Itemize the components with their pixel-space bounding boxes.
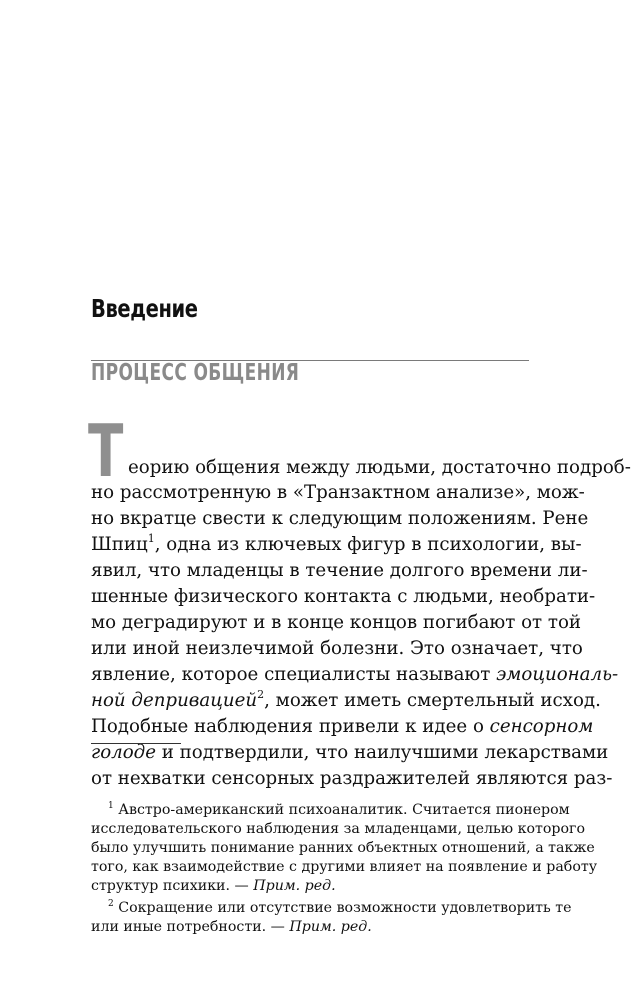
emphasis-text: голоде [91,742,156,763]
text-run: Сокращение или отсутствие возможности удовлетворить те [113,900,572,916]
footnote-line [91,840,595,859]
editor-note: Прим. ред. [289,919,372,935]
text-run: и подтвердили, что наилучшими лекарствами [155,742,609,763]
footnote-line [108,801,570,821]
text-run: структур психики. — [91,878,254,894]
footnote-divider [91,743,181,744]
text-run: но рассмотренную в «Транзактном анализе», мож- [91,482,585,503]
body-line [128,457,631,483]
footnote-ref[interactable]: 2 [257,688,265,701]
drop-cap: Т [88,409,124,493]
body-line [91,612,582,638]
body-line [91,716,594,742]
text-run: шенные физического контакта с людьми, необрати- [91,586,596,607]
text-run: , одна из ключевых фигур в психологии, вы- [154,534,582,555]
body-line [91,586,596,612]
footnote-line [91,920,372,938]
footnote-number: 2 [108,899,114,909]
text-run: Шпиц [91,534,148,555]
text-run: было улучшить понимание ранних объектных отношений, а также [91,840,595,856]
footnote-ref[interactable]: 1 [147,532,155,545]
body-line [91,482,585,508]
text-run: мо деградируют и в конце концов погибают от той [91,612,582,633]
text-run: того, как взаимодействие с другими влияет на появление и работу [91,859,598,875]
emphasis-text: ной депривацией [91,690,258,711]
body-line [91,688,601,716]
editor-note: Прим. ред. [253,878,336,894]
text-run: или иные потребности. — [91,919,290,935]
body-line [91,742,609,768]
text-run: но вкратце свести к следующим положениям. Рене [91,508,589,529]
body-line [91,768,613,794]
text-run: Австро-американский психоаналитик. Считается пионером [113,802,570,818]
footnote-line [91,859,598,878]
text-run: явление, которое специалисты называют [91,664,497,685]
text-run: еорию общения между людьми, достаточно подроб- [128,457,631,478]
chapter-title: Введение [91,294,198,323]
emphasis-text: эмоциональ- [496,664,619,685]
body-line [91,508,589,534]
body-line [91,532,582,560]
footnote-line [91,879,336,897]
footnote-number: 1 [108,801,114,811]
body-line [91,664,619,690]
section-title: ПРОЦЕСС ОБЩЕНИЯ [91,360,300,386]
text-run: явил, что младенцы в течение долгого времени ли- [91,560,588,581]
footnote-line [108,899,572,919]
text-run: Подобные наблюдения привели к идее о [91,716,490,737]
text-run: , может иметь смертельный исход. [264,690,601,711]
footnote-line [91,821,586,840]
body-line [91,560,588,586]
text-run: исследовательского наблюдения за младенцами, целью которого [91,821,586,837]
text-run: от нехватки сенсорных раздражителей являются раз- [91,768,613,789]
text-run: или иной неизлечимой болезни. Это означает, что [91,638,583,659]
body-line [91,638,583,664]
emphasis-text: сенсорном [489,716,594,737]
